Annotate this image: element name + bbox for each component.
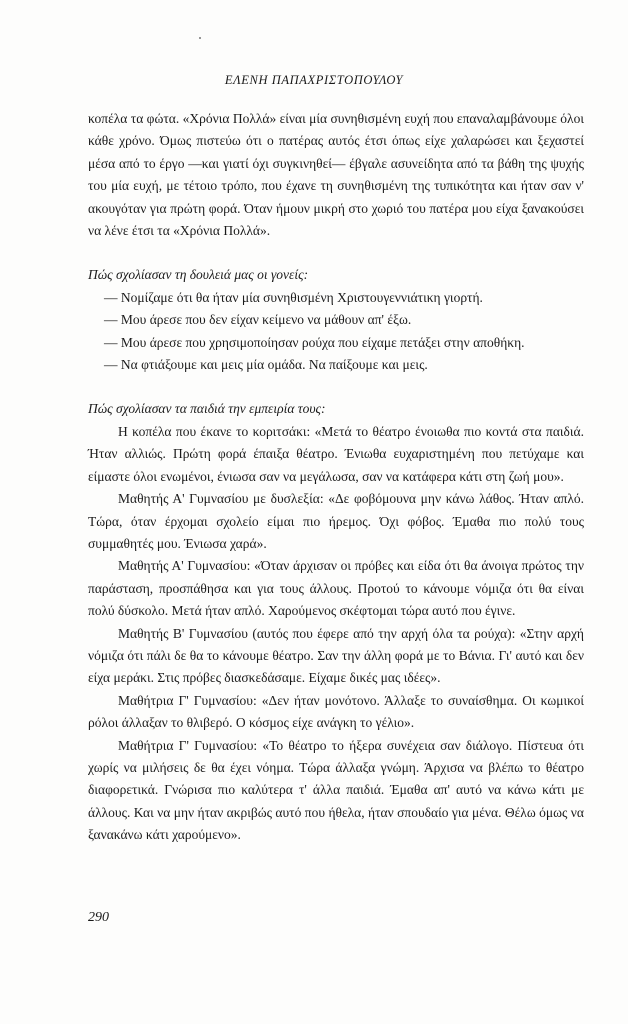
child-comment: Μαθήτρια Γ' Γυμνασίου: «Το θέατρο το ήξερα συνέχεια σαν διάλογο. Πίστευα ότι χωρίς να μιλήσεις δε θα έχει νόημα. Τώρα άλλαξα γνώμη. Άρχισα να βλέπω το θέατρο διαφορετικά. Γνώρισα πιο καλύτερα τ' άλλα παιδιά. Έμαθα απ' αυτό να κάνω κάτι με άλλους. Και να μην ήταν ακριβώς αυτό που ήθελα, ήταν σπουδαίο για μένα. Θέλω όμως να ξανακάνω κάτι χαρούμενο». bbox=[88, 737, 584, 843]
child-comment: Μαθητής Α' Γυμνασίου: «Όταν άρχισαν οι πρόβες και είδα ότι θα άνοιγα πρώτος την παράσταση, προσπάθησα και για τους άλλους. Προτού το κάνουμε νόμιζα ότι θα είναι πολύ δύσκολο. Μετά ήταν απλό. Χαρούμενος σκέφτομαι τώρα αυτό που έγινε. bbox=[88, 558, 584, 619]
page-number: 290 bbox=[88, 910, 109, 925]
parent-comment: — Μου άρεσε που χρησιμοποίησαν ρούχα που είχαμε πετάξει στην αποθήκη. bbox=[104, 334, 525, 350]
child-comment: Μαθητής Β' Γυμνασίου (αυτός που έφερε από την αρχή όλα τα ρούχα): «Στην αρχή νόμιζα ότι πάλι δε θα το κάνουμε θέατρο. Σαν την άλλη φορά με το Βάνια. Γι' αυτό και δεν είχα μεράκι. Στις πρόβες διασκεδάσαμε. Είχαμε δικές μας ιδέες». bbox=[88, 625, 584, 686]
page-body bbox=[88, 108, 584, 847]
running-head: ΕΛΕΝΗ ΠΑΠΑΧΡΙΣΤΟΠΟΥΛΟΥ bbox=[224, 73, 404, 87]
scan-speck bbox=[199, 37, 201, 39]
intro-paragraph: κοπέλα τα φώτα. «Χρόνια Πολλά» είναι μία συνηθισμένη ευχή που επαναλαμβάνουμε όλοι κάθε χρόνο. Όμως πιστεύω ότι ο πατέρας αυτός έτσι όπως είχε χαλαρώσει και ξεχαστεί μέσα από το έργο —και γιατί όχι συγκινηθεί— έβγαλε ασυνείδητα από τα βάθη της ψυχής του μία ευχή, με τέτοιο τρόπο, που έχανε τη συνηθισμένη της τυπικότητα και ήταν σαν ν' ακουγόταν για πρώτη φορά. Όταν ήμουν μικρή στο χωριό του πατέρα μου είχα ξανακούσει να λένε έτσι τα «Χρόνια Πολλά». bbox=[88, 111, 584, 239]
parent-comment: — Μου άρεσε που δεν είχαν κείμενο να μάθουν απ' έξω. bbox=[104, 312, 412, 328]
children-heading: Πώς σχολίασαν τα παιδιά την εμπειρία τους: bbox=[88, 401, 326, 417]
child-comment: Μαθήτρια Γ' Γυμνασίου: «Δεν ήταν μονότονο. Άλλαξε το συναίσθημα. Οι κωμικοί ρόλοι άλλαξαν το θλιβερό. Ο κόσμος είχε ανάγκη το γέλιο». bbox=[88, 692, 584, 731]
parent-comment: — Να φτιάξουμε και μεις μία ομάδα. Να παίξουμε και μεις. bbox=[104, 357, 428, 373]
child-comment: Μαθητής Α' Γυμνασίου με δυσλεξία: «Δε φοβόμουνα μην κάνω λάθος. Ήταν απλό. Τώρα, όταν έρχομαι σχολείο είμαι πιο ήρεμος. Όχι φόβος. Έμαθα πιο πολύ τους συμμαθητές μου. Ένιωσα χαρά». bbox=[88, 491, 584, 551]
parents-heading: Πώς σχολίασαν τη δουλειά μας οι γονείς: bbox=[88, 267, 309, 283]
parent-comment: — Νομίζαμε ότι θα ήταν μία συνηθισμένη Χριστουγεννιάτικη γιορτή. bbox=[104, 289, 483, 305]
child-comment: Η κοπέλα που έκανε το κοριτσάκι: «Μετά το θέατρο ένοιωθα πιο κοντά στα παιδιά. Ήταν αλλιώς. Πρώτη φορά έπαιξα θέατρο. Ένιωθα ευχαριστημένη που πετύχαμε και είμαστε όλοι ενωμένοι, ένιωσα σαν να μεγάλωσα, σαν να κατάφερα κάτι στη ζωή μου». bbox=[88, 423, 584, 484]
